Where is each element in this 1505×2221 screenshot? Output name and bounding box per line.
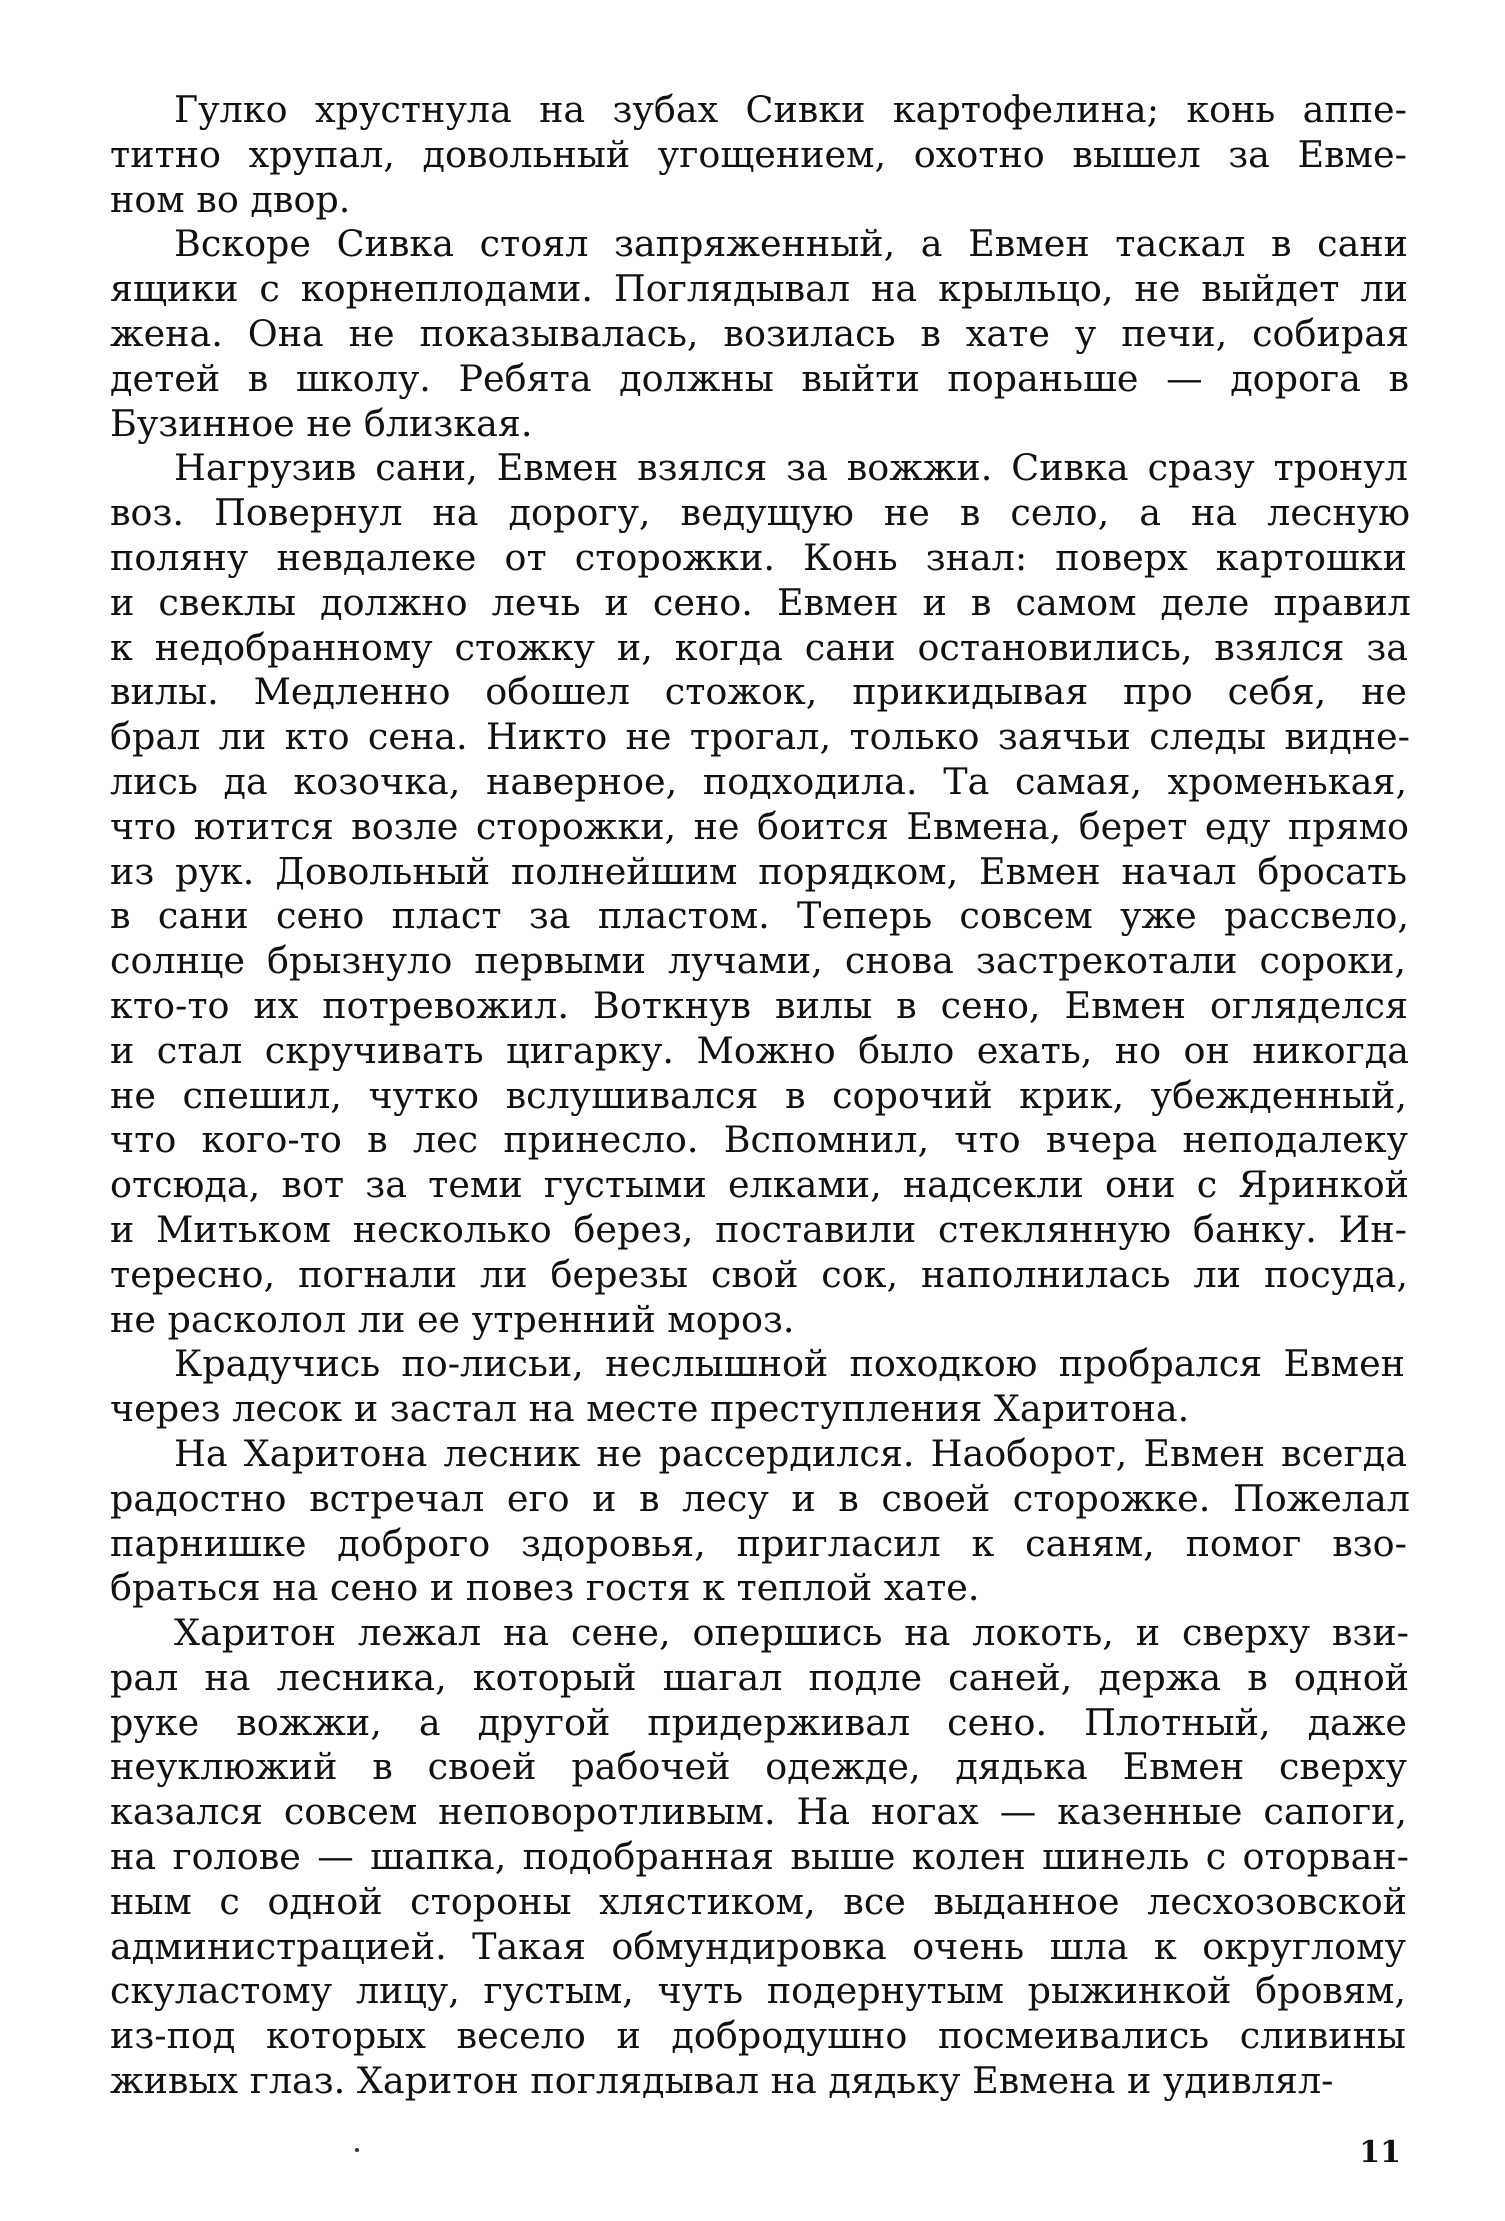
paragraph bbox=[110, 1611, 1409, 2104]
text-line: в сани сено пласт за пластом. Теперь совсем уже рассвело, bbox=[110, 894, 1409, 938]
text-line: ном во двор. bbox=[110, 177, 351, 221]
text-line: вилы. Медленно обошел стожок, прикидывая про себя, не bbox=[110, 670, 1407, 714]
text-line: браться на сено и повез гостя к теплой хате. bbox=[110, 1566, 980, 1610]
paragraph bbox=[110, 446, 1411, 1342]
text-line: живых глаз. Харитон поглядывал на дядьку Евмена и удивлял- bbox=[110, 2059, 1334, 2103]
text-line: ящики с корнеплодами. Поглядывал на крыльцо, не выйдет ли bbox=[110, 267, 1408, 311]
text-line: через лесок и застал на месте преступления Харитона. bbox=[110, 1387, 1190, 1431]
text-line: казался совсем неповоротливым. На ногах — казенные сапоги, bbox=[110, 1790, 1407, 1834]
text-line: скуластому лицу, густым, чуть подернутым рыжинкой бровям, bbox=[110, 1969, 1406, 2013]
text-line: жена. Она не показывалась, возилась в хате у печи, собирая bbox=[110, 311, 1409, 355]
text-line: отсюда, вот за теми густыми елками, надсекли они с Яринкой bbox=[110, 1163, 1409, 1207]
text-line: тересно, погнали ли березы свой сок, наполнилась ли посуда, bbox=[110, 1252, 1408, 1296]
text-line: Бузинное не близкая. bbox=[110, 401, 533, 445]
text-line: и стал скручивать цигарку. Можно было ехать, но он никогда bbox=[110, 1028, 1409, 1072]
body-text bbox=[110, 88, 1411, 2104]
paragraph bbox=[110, 88, 1407, 222]
text-line: ным с одной стороны хлястиком, все выданное лесхозовской bbox=[110, 1879, 1407, 1923]
text-line: поляну невдалеке от сторожки. Конь знал: поверх картошки bbox=[110, 535, 1407, 579]
text-line: радостно встречал его и в лесу и в своей сторожке. Пожелал bbox=[110, 1476, 1410, 1520]
paragraph bbox=[110, 1431, 1410, 1611]
text-line: парнишке доброго здоровья, пригласил к саням, помог взо- bbox=[110, 1521, 1407, 1565]
text-line: Вскоре Сивка стоял запряженный, а Евмен таскал в сани bbox=[174, 222, 1408, 266]
text-line: лись да козочка, наверное, подходила. Та самая, хроменькая, bbox=[110, 759, 1407, 803]
text-line: На Харитона лесник не рассердился. Наоборот, Евмен всегда bbox=[174, 1431, 1407, 1475]
text-line: кто-то их потревожил. Воткнув вилы в сено, Евмен огляделся bbox=[110, 983, 1408, 1027]
text-line: из-под которых весело и добродушно посмеивались сливины bbox=[110, 2014, 1406, 2058]
text-line: воз. Повернул на дорогу, ведущую не в село, а на лесную bbox=[110, 491, 1410, 535]
text-line: Крадучись по-лисьи, неслышной походкою пробрался Евмен bbox=[174, 1342, 1405, 1386]
paragraph bbox=[110, 1342, 1405, 1432]
print-speck bbox=[355, 2148, 359, 2152]
text-line: из рук. Довольный полнейшим порядком, Евмен начал бросать bbox=[110, 849, 1407, 893]
paragraph bbox=[110, 222, 1409, 446]
text-line: рал на лесника, который шагал подле саней, держа в одной bbox=[110, 1655, 1409, 1699]
text-line: Нагрузив сани, Евмен взялся за вожжи. Сивка сразу тронул bbox=[174, 446, 1408, 490]
text-line: брал ли кто сена. Никто не трогал, только заячьи следы видне- bbox=[110, 715, 1410, 759]
text-line: руке вожжи, а другой придерживал сено. Плотный, даже bbox=[110, 1700, 1407, 1744]
text-line: что ютится возле сторожки, не боится Евмена, берет еду прямо bbox=[110, 804, 1409, 848]
text-line: и свеклы должно лечь и сено. Евмен и в самом деле правил bbox=[110, 580, 1411, 624]
text-line: на голове — шапка, подобранная выше колен шинель с оторван- bbox=[110, 1835, 1409, 1879]
text-line: Гулко хрустнула на зубах Сивки картофелина; конь аппе- bbox=[174, 88, 1407, 131]
page-number: 11 bbox=[1359, 2135, 1401, 2170]
text-line: к недобранному стожку и, когда сани остановились, взялся за bbox=[110, 625, 1408, 669]
text-line: Харитон лежал на сене, опершись на локоть, и сверху взи- bbox=[174, 1611, 1409, 1655]
text-line: детей в школу. Ребята должны выйти пораньше — дорога в bbox=[110, 356, 1409, 400]
text-line: неуклюжий в своей рабочей одежде, дядька Евмен сверху bbox=[110, 1745, 1407, 1789]
text-line: не расколол ли ее утренний мороз. bbox=[110, 1297, 795, 1341]
text-line: и Митьком несколько берез, поставили стеклянную банку. Ин- bbox=[110, 1207, 1407, 1251]
text-line: что кого-то в лес принесло. Вспомнил, что вчера неподалеку bbox=[110, 1118, 1408, 1162]
text-line: администрацией. Такая обмундировка очень шла к округлому bbox=[110, 1924, 1406, 1968]
text-line: титно хрупал, довольный угощением, охотно вышел за Евме- bbox=[110, 132, 1407, 176]
text-line: не спешил, чутко вслушивался в сорочий крик, убежденный, bbox=[110, 1073, 1407, 1117]
text-line: солнце брызнуло первыми лучами, снова застрекотали сороки, bbox=[110, 939, 1406, 983]
